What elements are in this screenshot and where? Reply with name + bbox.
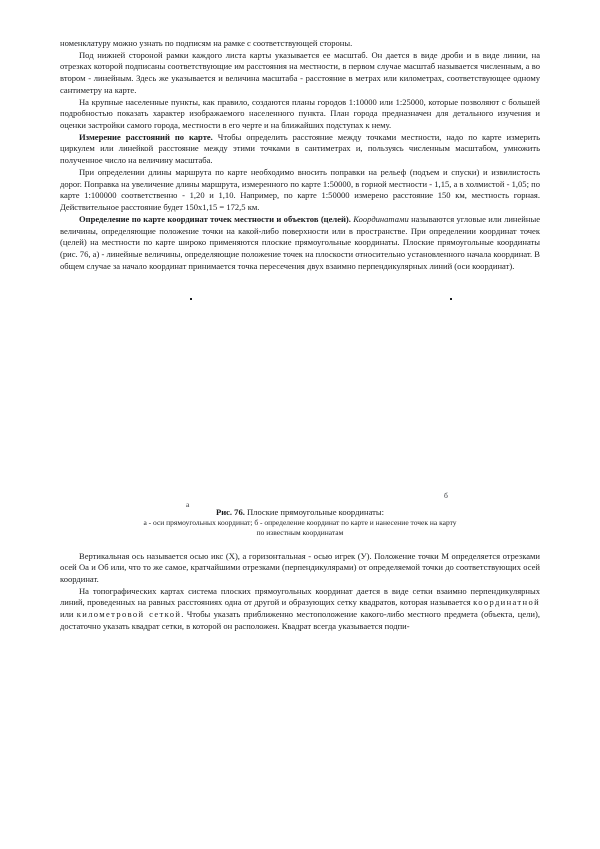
p-nomenclature-run-0: номенклатуру можно узнать по подписям на рамке с соответствующей стороны. [60, 38, 353, 48]
p-grid-run-1: координатной [473, 597, 540, 608]
p-grid-run-4: . Чтобы указать приближенно местоположение какого-либо местного предмета (объекта, цели), достаточно указать квадрат сетки, в которой он расположен. Квадрат всегда указывается подпи- [60, 609, 540, 631]
figure-top-spacer [60, 272, 540, 282]
figure-number: Рис. 76. [215, 507, 245, 518]
p-coordinates-definition-run-2: Координатами [353, 213, 409, 224]
figure-caption-sub-line-2: по известным координатам [256, 527, 344, 537]
p-nomenclature [60, 38, 540, 50]
figure-panel-a-dot [190, 298, 192, 300]
figure-caption-title-line [60, 507, 540, 518]
figure-caption-sub-line-1: а - оси прямоугольных координат; б - определение координат по карте и нанесение точек на карту [143, 517, 457, 527]
p-distance-measurement-run-0: Измерение расстояний по карте. [79, 131, 213, 142]
figure-caption [60, 507, 540, 537]
p-grid [60, 586, 540, 633]
p-route-correction [60, 167, 540, 214]
p-scale [60, 50, 540, 97]
figure-caption-title: Плоские прямоугольные координаты: [244, 507, 385, 518]
figure-panel-a-label: а [186, 500, 190, 510]
p-city-plans [60, 97, 540, 132]
figure-panel-b-label: б [444, 491, 448, 501]
figure-bottom-spacer [60, 538, 540, 551]
p-route-correction-run-0: При определении длины маршрута по карте необходимо вносить поправки на рельеф (подъем и спуски) и извилистость дорог. Поправка на увеличение длины маршрута, измеренного по карте 1:50000, в горной местности - 1,15, а в холмистой - 1,05; по карте 1:100000 соответственно - 1,20 и 1,10. Например, по карте 1:50000 измерено расстояние 150 км, местность горная. Действительное расстояние будет 150х1,15 = 172,5 км. [60, 166, 540, 213]
p-distance-measurement [60, 132, 540, 167]
figure-76 [60, 282, 540, 510]
p-coordinates-definition-run-0: Определение по карте координат точек местности и объектов (целей). [79, 213, 351, 224]
top-text-block [60, 38, 540, 272]
p-grid-run-2: или [60, 609, 77, 620]
p-axes [60, 551, 540, 586]
p-coordinates-definition-run-3: называются угловые или линейные величины, определяющие положение точки на какой-либо поверхности или в пространстве. При определении координат точек (целей) на местности по карте широко применяются плоские прямоугольные координаты. Плоские прямоугольные координаты (рис. 76, а) - линейные величины, определяющие положение точек на плоскости относительно установленного начала координат. В общем случае за начало координат принимается точка пересечения двух взаимно перпендикулярных линий (оси координат). [60, 213, 540, 271]
p-grid-run-0: На топографических картах система плоских прямоугольных координат дается в виде сетки взаимно перпендикулярных линий, проведенных на равных расстояниях одна от другой и образующих сетку квадратов, которая называется [60, 585, 540, 608]
p-distance-measurement-run-1: Чтобы определить расстояние между точками местности, надо по карте измерить циркулем или линейкой расстояние между этими точками в сантиметрах и, пользуясь численным масштабом, умножить полученное число на величину масштаба. [60, 131, 541, 166]
p-scale-run-0: Под нижней стороной рамки каждого листа карты указывается ее масштаб. Он дается в виде дроби и в виде линии, на отрезках которой подписаны соответствующие им расстояния на местности, в первом случае масштаб называется численным, а во втором - линейным. Здесь же указывается и величина масштаба - расстояние в метрах или километрах, соответствующее одному сантиметру на карте. [60, 49, 540, 95]
p-coordinates-definition [60, 214, 540, 273]
p-city-plans-run-0: На крупные населенные пункты, как правило, создаются планы городов 1:10000 или 1:25000, которые позволяют с большей подробностью показать характер изображаемого населенного пункта. План города предназначен для детального изучения и оценки застройки самого города, местности в его черте и на ближайших подступах к нему. [60, 96, 540, 131]
bottom-text-block [60, 551, 540, 633]
p-grid-run-3: километровой сеткой [76, 609, 182, 620]
figure-panel-b-dot [450, 298, 452, 300]
p-axes-run-0: Вертикальная ось называется осью икс (X), а горизонтальная - осью игрек (У). Положение точки М определяется отрезками осей Оа и Об или, что то же самое, кратчайшими отрезками (перпендикулярами) от определяемой точки до соответствующих осей координат. [60, 550, 540, 584]
